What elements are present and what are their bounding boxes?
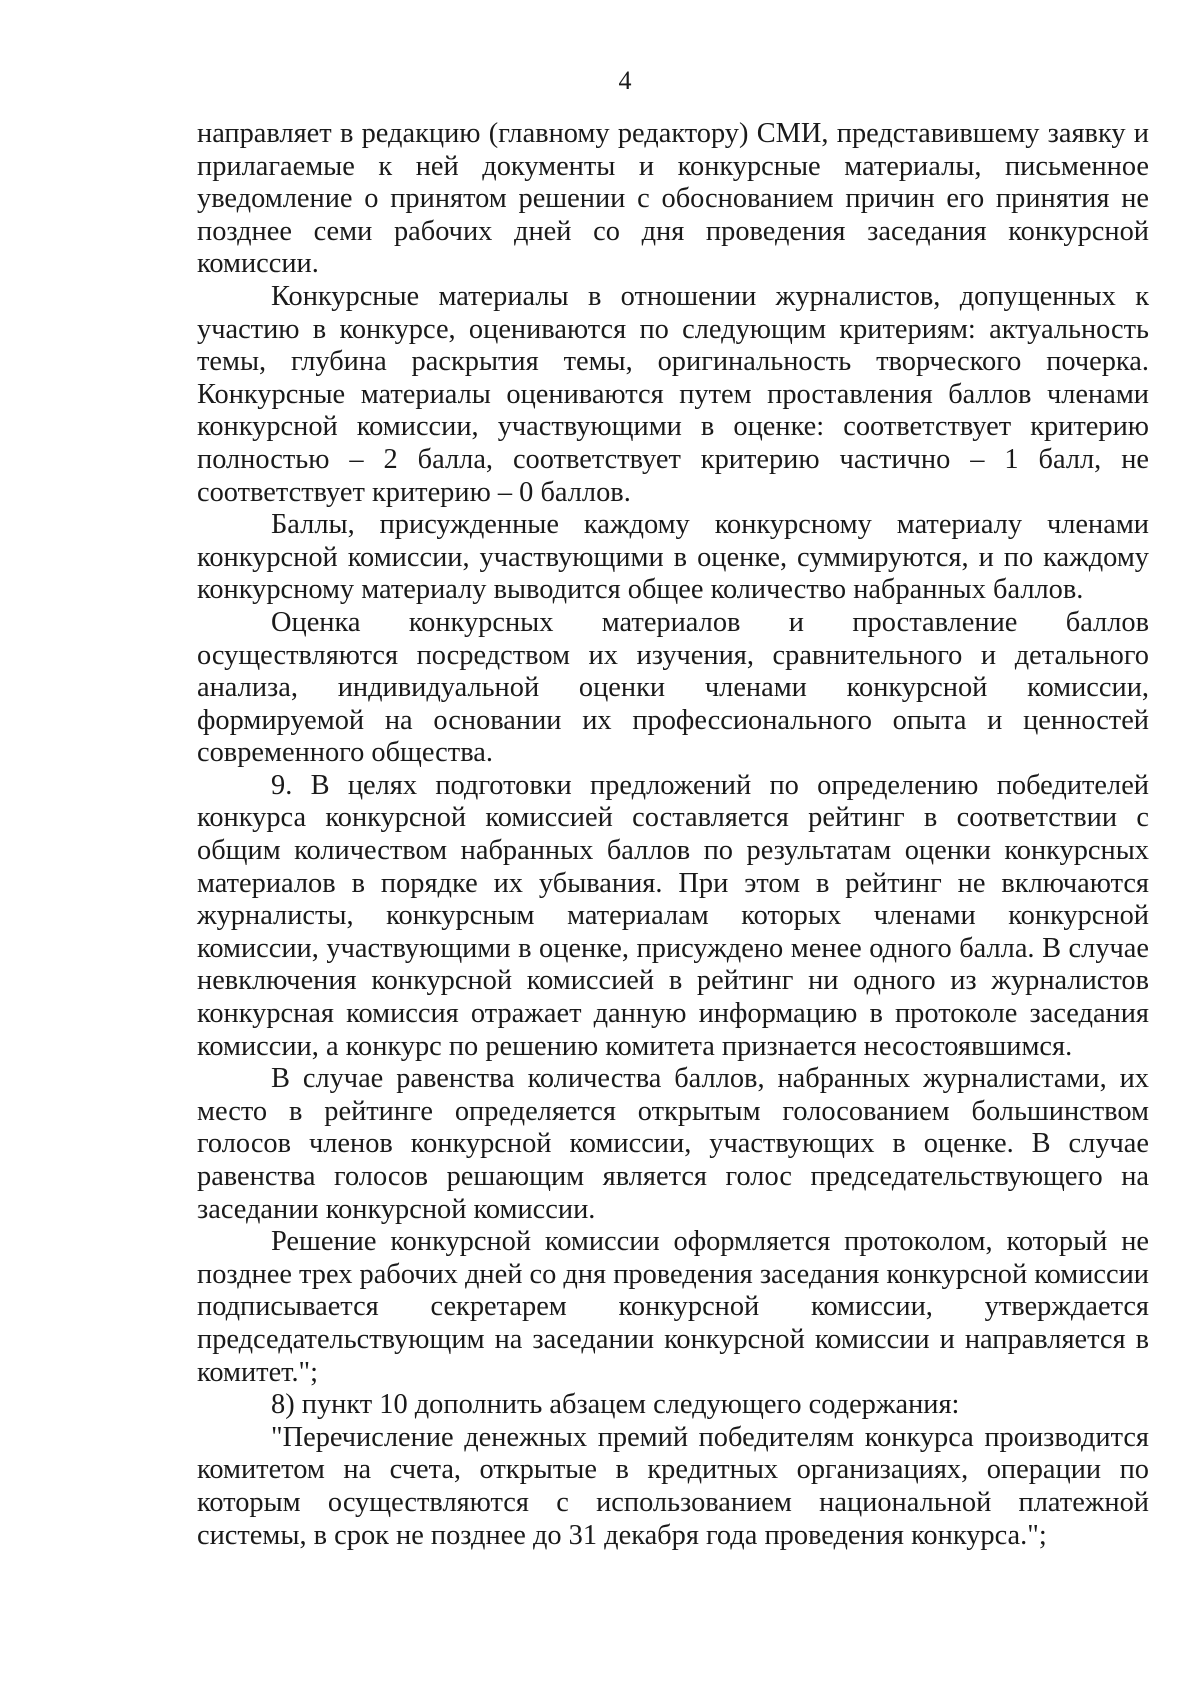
document-body: [197, 118, 1149, 1552]
paragraph-tie-vote: В случае равенства количества баллов, набранных журналистами, их место в рейтинге определяется открытым голосованием большинством голосов членов конкурсной комиссии, участвующих в оценке. В случае равенства голосов решающим является голос председательствующего на заседании конкурсной комиссии.: [197, 1063, 1149, 1225]
paragraph-evaluation-method: Оценка конкурсных материалов и проставление баллов осуществляются посредством их изучения, сравнительного и детального анализа, индивидуальной оценки членами конкурсной комиссии, формируемой на основании их профессионального опыта и ценностей современного общества.: [197, 606, 1149, 769]
paragraph-evaluation-criteria: Конкурсные материалы в отношении журналистов, допущенных к участию в конкурсе, оцениваются по следующим критериям: актуальность темы, глубина раскрытия темы, оригинальность творческого почерка. Конкурсные материалы оцениваются путем проставления баллов членами конкурсной комиссии, участвующими в оценке: соответствует критерию полностью – 2 балла, соответствует критерию частично – 1 балл, не соответствует критерию – 0 баллов.: [197, 280, 1149, 508]
paragraph-premium-transfer: "Перечисление денежных премий победителям конкурса производится комитетом на счета, открытые в кредитных организациях, операции по которым осуществляются с использованием национальной платежной системы, в срок не позднее до 31 декабря года проведения конкурса.";: [197, 1421, 1149, 1551]
paragraph-amendment-8: 8) пункт 10 дополнить абзацем следующего содержания:: [271, 1389, 960, 1421]
paragraph-item-9-rating: 9. В целях подготовки предложений по определению победителей конкурса конкурсной комиссией составляется рейтинг в соответствии с общим количеством набранных баллов по результатам оценки конкурсных материалов в порядке их убывания. При этом в рейтинг не включаются журналисты, конкурсным материалам которых членами конкурсной комиссии, участвующими в оценке, присуждено менее одного балла. В случае невключения конкурсной комиссией в рейтинг ни одного из журналистов конкурсная комиссия отражает данную информацию в протоколе заседания комиссии, а конкурс по решению комитета признается несостоявшимся.: [197, 769, 1149, 1062]
paragraph-protocol: Решение конкурсной комиссии оформляется протоколом, который не позднее трех рабочих дней со дня проведения заседания конкурсной комиссии подписывается секретарем конкурсной комиссии, утверждается председательствующим на заседании конкурсной комиссии и направляется в комитет.";: [197, 1226, 1149, 1388]
paragraph-score-summation: Баллы, присужденные каждому конкурсному материалу членами конкурсной комиссии, участвующими в оценке, суммируются, и по каждому конкурсному материалу выводится общее количество набранных баллов.: [197, 509, 1149, 606]
paragraph-continuation: направляет в редакцию (главному редактору) СМИ, представившему заявку и прилагаемые к ней документы и конкурсные материалы, письменное уведомление о принятом решении с обоснованием причин его принятия не позднее семи рабочих дней со дня проведения заседания конкурсной комиссии.: [197, 118, 1149, 280]
page-number: 4: [618, 66, 632, 95]
